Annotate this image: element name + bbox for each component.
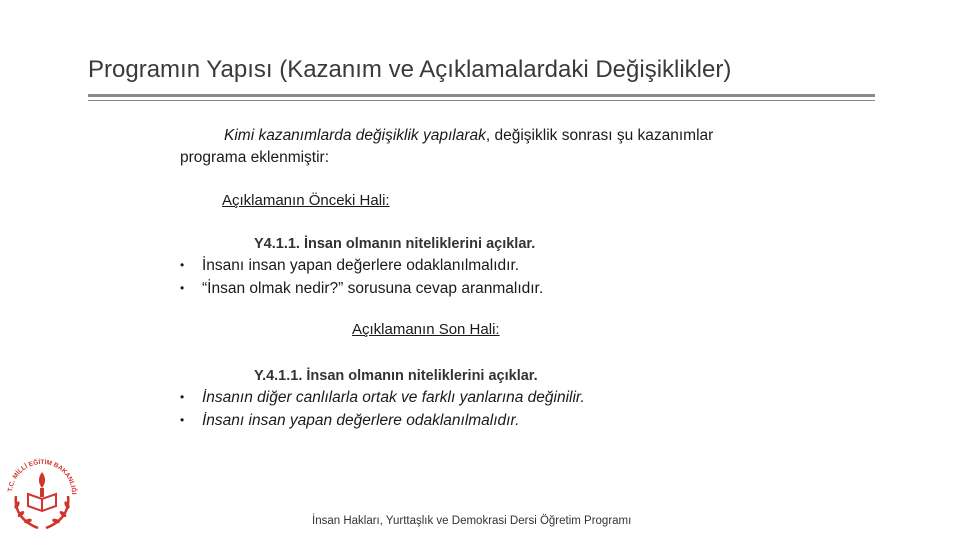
list-item: • “İnsan olmak nedir?” sorusuna cevap aranmalıdır. xyxy=(180,277,543,300)
ministry-logo-icon xyxy=(2,448,82,536)
final-bullet-list xyxy=(180,386,585,432)
svg-text:T.C. MİLLÎ EĞİTİM BAKANLIĞI: T.C. MİLLÎ EĞİTİM BAKANLIĞI xyxy=(7,458,78,495)
final-heading: Açıklamanın Son Hali: xyxy=(352,321,500,338)
previous-code: Y4.1.1. İnsan olmanın niteliklerini açıklar. xyxy=(254,236,536,252)
list-item: • İnsanı insan yapan değerlere odaklanılmalıdır. xyxy=(180,409,585,432)
title-divider-thick xyxy=(88,94,875,97)
title-divider-thin xyxy=(88,100,875,101)
footer-text: İnsan Hakları, Yurttaşlık ve Demokrasi Dersi Öğretim Programı xyxy=(312,515,632,527)
list-item: • İnsanı insan yapan değerlere odaklanılmalıdır. xyxy=(180,254,543,277)
previous-bullet-list xyxy=(180,254,543,300)
intro-italic-text: Kimi kazanımlarda değişiklik yapılarak xyxy=(224,127,486,144)
previous-heading: Açıklamanın Önceki Hali: xyxy=(222,192,390,209)
intro-paragraph xyxy=(180,125,740,169)
intro-text: , değişiklik sonrası şu kazanımlar programa eklenmiştir: xyxy=(180,127,714,166)
list-item: • İnsanın diğer canlılarla ortak ve farklı yanlarına değinilir. xyxy=(180,386,585,409)
page-title: Programın Yapısı (Kazanım ve Açıklamalardaki Değişiklikler) xyxy=(88,56,732,83)
final-code: Y.4.1.1. İnsan olmanın niteliklerini açıklar. xyxy=(254,368,538,384)
